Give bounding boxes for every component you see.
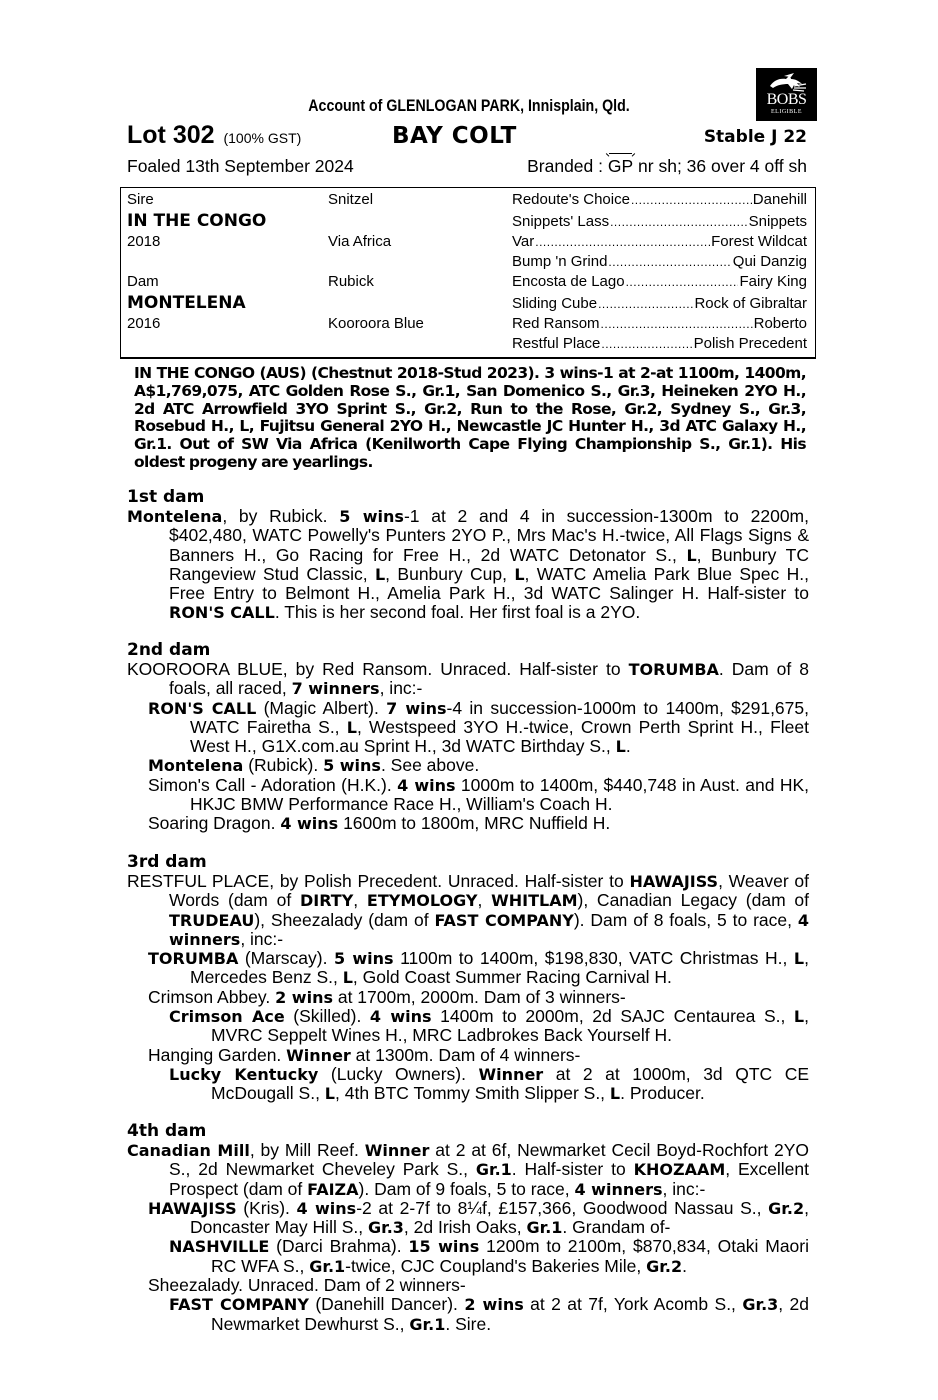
bold-text: 4 winners bbox=[169, 910, 810, 949]
text: , Excellent Prospect (dam of bbox=[169, 1159, 809, 1199]
pedigree-paragraph bbox=[127, 1141, 809, 1199]
bold-text: FAST COMPANY bbox=[434, 910, 574, 930]
pedigree-paragraph bbox=[127, 776, 809, 815]
bold-text: L bbox=[514, 564, 525, 584]
grandparent-row: Snippets' Lass ..... Snippets bbox=[512, 212, 807, 232]
bold-text: L bbox=[686, 545, 697, 565]
text: , bbox=[477, 890, 492, 911]
grandparent-row: Red Ransom ..... Roberto bbox=[512, 314, 807, 334]
text: ). Dam of 8 foals, 5 to race, bbox=[573, 909, 798, 930]
text: . Half-sister to bbox=[511, 1159, 634, 1180]
pedigree-paragraph bbox=[127, 1046, 809, 1065]
text: ). Dam of 9 foals, 5 to race, bbox=[358, 1178, 575, 1199]
bold-text: ETYMOLOGY bbox=[366, 891, 478, 911]
section-heading: 2nd dam bbox=[127, 640, 211, 660]
bold-text: Gr.2 bbox=[646, 1256, 683, 1276]
text: at 1700m, 2000m. Dam of 3 winners- bbox=[332, 986, 626, 1007]
bold-text: 7 winners bbox=[291, 679, 380, 699]
sire-sire: Snitzel bbox=[328, 191, 374, 208]
text: (Danehill Dancer). bbox=[308, 1294, 465, 1315]
bold-text: Gr.2 bbox=[768, 1198, 805, 1218]
bold-text: Winner bbox=[286, 1045, 351, 1065]
text: , Mercedes Benz S., bbox=[190, 948, 809, 988]
text: . Producer. bbox=[620, 1083, 705, 1104]
bold-text: L bbox=[609, 1084, 621, 1104]
bold-text: 4 wins bbox=[280, 814, 339, 834]
bold-text: KHOZAAM bbox=[633, 1160, 726, 1180]
sire-label: Sire bbox=[127, 191, 154, 208]
pedigree-paragraph bbox=[127, 699, 809, 757]
bold-text: L bbox=[346, 717, 357, 737]
gst-note: (100% GST) bbox=[223, 130, 302, 146]
text: -twice, CJC Coupland's Bakeries Mile, bbox=[345, 1255, 647, 1276]
pedigree-paragraph bbox=[127, 814, 809, 833]
pedigree-paragraph bbox=[127, 1295, 809, 1334]
text: Crimson Abbey. bbox=[148, 986, 276, 1007]
text: (Lucky Owners). bbox=[318, 1063, 479, 1084]
bold-text: 4 winners bbox=[574, 1179, 663, 1199]
text: 1200m to 2100m, $870,834, Otaki Maori RC WFA S., bbox=[211, 1236, 810, 1276]
bold-text: L bbox=[342, 968, 353, 988]
bold-text: Canadian Mill bbox=[127, 1141, 250, 1160]
text: . Dam of 8 foals, all raced, bbox=[169, 659, 809, 699]
bold-text: 15 wins bbox=[408, 1237, 480, 1257]
text: at 2 at 1000m, 3d QTC CE McDougall S., bbox=[211, 1063, 810, 1104]
sire-dam: Via Africa bbox=[328, 233, 392, 250]
text: , Weaver of Words (dam of bbox=[169, 871, 809, 911]
text: , Doncaster May Hill S., bbox=[190, 1197, 809, 1238]
pedigree-paragraph bbox=[127, 872, 809, 949]
bold-text: TORUMBA bbox=[628, 660, 719, 679]
pedigree-paragraph bbox=[127, 1065, 809, 1104]
text: Soaring Dragon. bbox=[148, 813, 281, 834]
bold-text: 4 wins bbox=[397, 775, 456, 795]
text: 1600m to 1800m, MRC Nuffield H. bbox=[338, 813, 611, 834]
logo-subtext: ELIGIBLE bbox=[771, 109, 802, 115]
brand-description bbox=[527, 155, 807, 177]
stable-location: Stable J 22 bbox=[703, 127, 807, 147]
bold-text: L bbox=[324, 1084, 335, 1104]
dam-section-4 bbox=[127, 1122, 809, 1334]
bold-text: L bbox=[615, 737, 626, 757]
text: (Marscay). bbox=[238, 948, 334, 969]
text: at 1300m. Dam of 4 winners- bbox=[350, 1044, 581, 1065]
dam-section-1 bbox=[127, 488, 809, 623]
dam-year: 2016 bbox=[127, 315, 161, 332]
brand-details: nr sh; 36 over 4 off sh bbox=[638, 156, 807, 176]
text: , bbox=[353, 890, 367, 911]
bold-text: Lucky Kentucky bbox=[169, 1064, 319, 1084]
text: RESTFUL PLACE, by Polish Precedent. Unraced. Half-sister to bbox=[127, 871, 630, 891]
bold-text: Gr.1 bbox=[526, 1218, 563, 1238]
text: Simon's Call - Adoration (H.K.). bbox=[148, 774, 398, 795]
text: , inc:- bbox=[662, 1178, 706, 1199]
pedigree-paragraph bbox=[127, 1199, 809, 1238]
bold-text: 5 wins bbox=[323, 756, 381, 776]
pedigree-paragraph bbox=[127, 949, 809, 988]
section-body bbox=[127, 507, 809, 623]
text: ), Sheezalady (dam of bbox=[254, 909, 435, 930]
bold-text: 4 wins bbox=[369, 1007, 432, 1027]
bold-text: L bbox=[374, 564, 386, 584]
text: , 4th BTC Tommy Smith Slipper S., bbox=[335, 1083, 610, 1104]
text: -1 at 2 and 4 in succession-1300m to 2200m, $402,480, WATC Powelly's Punters 2YO P., Mrs Mac's H.-twice, All Flags Signs & Banners H., Go Racing for Free H., 2d WATC Detonator S., bbox=[169, 506, 809, 565]
bold-text: Winner bbox=[478, 1064, 544, 1084]
text: KOOROORA BLUE, by Red Ransom. Unraced. Half-sister to bbox=[127, 659, 629, 679]
grandparent-row: Restful Place ..... Polish Precedent bbox=[512, 334, 807, 354]
text: . bbox=[625, 736, 631, 757]
dam-section-2 bbox=[127, 641, 809, 834]
grandparent-row: Sliding Cube ..... Rock of Gibraltar bbox=[512, 294, 807, 314]
text: , Bunbury Cup, bbox=[385, 563, 515, 584]
dam-dam: Kooroora Blue bbox=[328, 315, 424, 332]
grandparent-row: Var ..... Forest Wildcat bbox=[512, 232, 807, 252]
bold-text: L bbox=[793, 949, 805, 969]
foaled-date: Foaled 13th September 2024 bbox=[127, 156, 354, 176]
pedigree-paragraph bbox=[127, 1237, 809, 1276]
bold-text: Gr.3 bbox=[367, 1218, 404, 1238]
text: 1100m to 1400m, $198,830, VATC Christmas H., bbox=[393, 948, 794, 969]
text: , by Mill Reef. bbox=[249, 1140, 365, 1160]
sire-name: IN THE CONGO bbox=[127, 211, 267, 231]
text: (Kris). bbox=[236, 1197, 297, 1218]
bold-text: Gr.1 bbox=[409, 1314, 446, 1334]
bold-text: Montelena bbox=[148, 756, 244, 776]
horse-description: BAY COLT bbox=[392, 123, 517, 149]
bold-text: L bbox=[793, 1007, 805, 1027]
text: 1000m to 1400m, $440,748 in Aust. and HK, HKJC BMW Performance Race H., William's Coach H. bbox=[190, 774, 810, 815]
bold-text: 2 wins bbox=[464, 1295, 524, 1315]
dam-name: MONTELENA bbox=[127, 293, 246, 313]
bold-text: 4 wins bbox=[296, 1198, 357, 1218]
text: -4 in succession-1000m to 1400m, $291,675, WATC Fairetha S., bbox=[190, 697, 809, 737]
text: . bbox=[682, 1255, 687, 1276]
text: ), Canadian Legacy (dam of bbox=[577, 890, 809, 911]
bold-text: DIRTY bbox=[299, 891, 354, 911]
text: (Skilled). bbox=[284, 1006, 370, 1027]
text: . This is her second foal. Her first foal is a 2YO. bbox=[274, 602, 641, 623]
section-heading: 1st dam bbox=[127, 487, 205, 507]
text: at 2 at 7f, York Acomb S., bbox=[523, 1294, 743, 1315]
text: , 2d Newmarket Dewhurst S., bbox=[211, 1294, 810, 1334]
sire-summary: IN THE CONGO (AUS) (Chestnut 2018-Stud 2023). 3 wins-1 at 2-at 1100m, 1400m, A$1,769,075, ATC Golden Rose S., Gr.1, San Domenico S., Gr.3, Heineken 2YO H., 2d ATC Arrowfield 3YO Sprint S., Gr.2, Run to the Rose, Gr.2, Sydney S., Gr.3, Rosebud H., L, Fujitsu General 2YO H., Newcastle JC Hunter H., 3d ATC Galaxy H., Gr.1. Out of SW Via Africa (Kenilworth Cape Flying Championship S., Gr.1). His oldest progeny are yearlings. bbox=[134, 364, 806, 471]
bold-text: Montelena bbox=[127, 507, 223, 526]
bold-text: 7 wins bbox=[386, 698, 447, 718]
grandparent-row: Redoute's Choice ..... Danehill bbox=[512, 190, 807, 210]
pedigree-paragraph bbox=[127, 988, 809, 1007]
text: , MVRC Seppelt Wines H., MRC Ladbrokes Back Yourself H. bbox=[211, 1006, 809, 1046]
text: , WATC Amelia Park Blue Spec H., Free Entry to Belmont H., Amelia Park H., 3d WATC Salinger H. Half-sister to bbox=[169, 563, 809, 604]
bold-text: 5 wins bbox=[334, 949, 394, 969]
bold-text: Crimson Ace bbox=[169, 1007, 285, 1027]
text: Sheezalady. Unraced. Dam of 2 winners- bbox=[148, 1275, 466, 1296]
bold-text: Winner bbox=[364, 1141, 430, 1160]
dam-section-3 bbox=[127, 853, 809, 1104]
bold-text: 5 wins bbox=[339, 507, 404, 526]
text: , 2d Irish Oaks, bbox=[403, 1217, 527, 1238]
logo-text: BOBS bbox=[766, 91, 807, 108]
text: -2 at 2-7f to 8¼f, £157,366, Goodwood Nassau S., bbox=[356, 1197, 769, 1218]
text: , inc:- bbox=[379, 678, 423, 699]
pedigree-paragraph bbox=[127, 1007, 809, 1046]
bold-text: TORUMBA bbox=[148, 949, 239, 969]
brand-mark-icon: GP bbox=[608, 155, 633, 177]
lot-number bbox=[127, 119, 301, 154]
text: . Sire. bbox=[445, 1313, 492, 1334]
text: . See above. bbox=[380, 755, 480, 776]
text: at 2 at 6f, Newmarket Cecil Boyd-Rochfort 2YO S., 2d Newmarket Cheveley Park S., bbox=[169, 1140, 809, 1180]
text: Hanging Garden. bbox=[148, 1044, 287, 1065]
text: (Magic Albert). bbox=[256, 697, 387, 718]
pedigree-paragraph bbox=[127, 507, 809, 623]
pedigree-paragraph bbox=[127, 756, 809, 775]
vendor-account: Account of GLENLOGAN PARK, Innisplain, Qld. bbox=[308, 97, 630, 115]
text: , Bunbury TC Rangeview Stud Classic, bbox=[169, 544, 809, 584]
text: , inc:- bbox=[240, 928, 284, 949]
text: , Gold Coast Summer Racing Carnival H. bbox=[352, 967, 672, 988]
bold-text: Gr.3 bbox=[742, 1295, 779, 1315]
bold-text: TRUDEAU bbox=[169, 910, 255, 930]
bold-text: NASHVILLE bbox=[169, 1237, 270, 1257]
lot-label: Lot 302 bbox=[127, 121, 215, 149]
bold-text: WHITLAM bbox=[491, 891, 578, 911]
section-body bbox=[127, 872, 809, 1104]
bold-text: HAWAJISS bbox=[629, 872, 719, 891]
pedigree-table bbox=[120, 187, 816, 359]
dam-sire: Rubick bbox=[328, 273, 374, 290]
pedigree-paragraph bbox=[127, 660, 809, 699]
section-body bbox=[127, 1141, 809, 1334]
section-heading: 4th dam bbox=[127, 1121, 207, 1141]
bold-text: Gr.1 bbox=[309, 1256, 346, 1276]
sire-year: 2018 bbox=[127, 233, 161, 250]
text: 1400m to 2000m, 2d SAJC Centaurea S., bbox=[431, 1006, 794, 1027]
section-body bbox=[127, 660, 809, 834]
bold-text: Gr.1 bbox=[475, 1160, 512, 1180]
branded-label: Branded : bbox=[527, 156, 603, 176]
bold-text: 2 wins bbox=[275, 987, 333, 1007]
text: (Rubick). bbox=[243, 755, 324, 776]
grandparent-row: Bump 'n Grind ..... Qui Danzig bbox=[512, 252, 807, 272]
text: , Westspeed 3YO H.-twice, Crown Perth Sprint H., Fleet West H., G1X.com.au Sprint H., 3d WATC Birthday S., bbox=[190, 716, 809, 757]
text: . Grandam of- bbox=[562, 1217, 671, 1238]
bold-text: RON'S CALL bbox=[169, 603, 275, 623]
section-heading: 3rd dam bbox=[127, 852, 207, 872]
dam-label: Dam bbox=[127, 273, 159, 290]
pedigree-paragraph bbox=[127, 1276, 809, 1295]
bold-text: FAST COMPANY bbox=[169, 1295, 309, 1315]
bold-text: FAIZA bbox=[307, 1179, 359, 1199]
grandparent-row: Encosta de Lago ..... Fairy King bbox=[512, 272, 807, 292]
text: (Darci Brahma). bbox=[269, 1236, 409, 1257]
bold-text: HAWAJISS bbox=[148, 1198, 237, 1218]
text: , by Rubick. bbox=[222, 506, 340, 526]
horse-head-icon bbox=[764, 72, 809, 92]
bold-text: RON'S CALL bbox=[148, 698, 257, 718]
